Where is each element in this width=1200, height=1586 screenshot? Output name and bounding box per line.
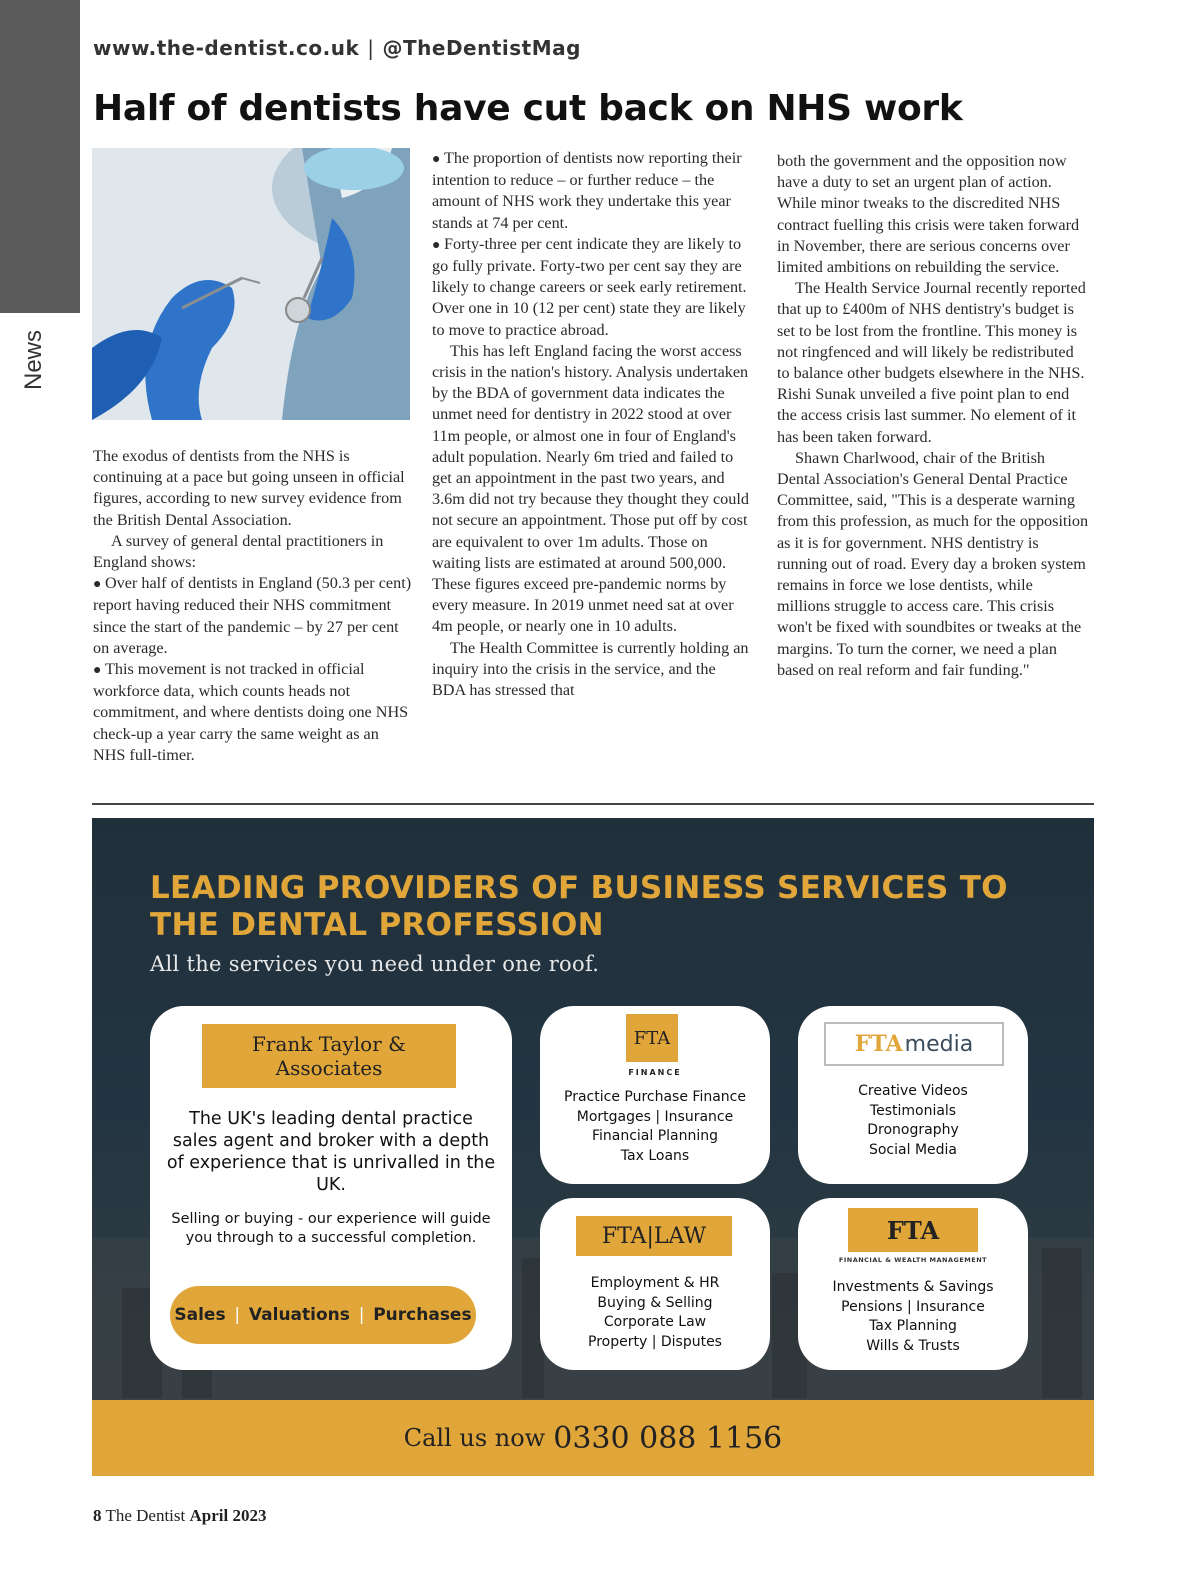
wealth-logo-caption: FINANCIAL & WEALTH MANAGEMENT: [838, 1256, 988, 1264]
dentist-hands-photo: [92, 148, 410, 420]
header-separator: |: [367, 36, 375, 60]
phone-number[interactable]: 0330 088 1156: [553, 1420, 783, 1456]
list-item: Property | Disputes: [588, 1333, 722, 1350]
fta-law-logo: FTA|LAW: [576, 1216, 732, 1256]
publication-name: The Dentist: [105, 1506, 186, 1525]
page-header: [93, 36, 581, 60]
paragraph: The exodus of dentists from the NHS is continuing at a pace but going unseen in official figures, according to new survey evidence from the British Dental Association.: [93, 447, 405, 529]
list-item: Corporate Law: [603, 1314, 707, 1330]
law-services-list: [540, 1274, 770, 1352]
list-item: Tax Loans: [620, 1147, 690, 1164]
list-item: Buying & Selling: [597, 1294, 713, 1311]
sales-button[interactable]: Sales: [174, 1305, 226, 1325]
list-item: Tax Planning: [869, 1318, 957, 1334]
pill-divider: |: [358, 1305, 365, 1325]
media-services-list: [798, 1082, 1028, 1160]
section-label: News: [20, 329, 47, 390]
purchases-button[interactable]: Purchases: [373, 1305, 472, 1325]
list-item: Investments & Savings: [832, 1279, 994, 1295]
social-handle[interactable]: @TheDentistMag: [382, 36, 581, 60]
fta-advertisement[interactable]: [92, 818, 1094, 1476]
call-to-action-bar[interactable]: [92, 1400, 1094, 1476]
list-item: Dronography: [867, 1122, 959, 1138]
list-item: Wills & Trusts: [866, 1337, 960, 1354]
main-card-description: The UK's leading dental practice sales agent and broker with a depth of experience that is unrivalled in the UK.: [166, 1109, 496, 1195]
page-number: 8: [93, 1506, 102, 1525]
bullet-point: ● Forty-three per cent indicate they are likely to go fully private. Forty-two per cent say they are likely to change careers or seek early retirement. Over one in 10 (12 per cent) state they are likely to move to practice abroad.: [432, 234, 752, 341]
article-column-2: [432, 148, 752, 701]
list-item: Creative Videos: [858, 1083, 968, 1099]
fta-law-card[interactable]: [540, 1198, 770, 1370]
list-item: Practice Purchase Finance: [564, 1089, 746, 1105]
main-card-subdescription: Selling or buying - our experience will guide you through to a successful completion.: [171, 1211, 491, 1246]
pill-divider: |: [234, 1305, 241, 1325]
list-item: Social Media: [868, 1141, 957, 1158]
list-item: Employment & HR: [590, 1275, 720, 1291]
section-divider: [92, 803, 1094, 805]
fta-wealth-card[interactable]: [798, 1198, 1028, 1370]
services-pill: [170, 1286, 476, 1344]
fta-finance-logo: FTA: [626, 1014, 678, 1062]
fta-media-card[interactable]: [798, 1006, 1028, 1184]
ad-title: LEADING PROVIDERS OF BUSINESS SERVICES TO THE DENTAL PROFESSION: [150, 870, 1008, 943]
article-headline: Half of dentists have cut back on NHS work: [93, 88, 963, 129]
list-item: Testimonials: [869, 1102, 957, 1119]
paragraph: The Health Service Journal recently reported that up to £400m of NHS dentistry's budget is set to be lost from the frontline. This money is not ringfenced and will likely be redistributed to balance other budgets elsewhere in the NHS. Rishi Sunak unveiled a five point plan to end the access crisis last summer. No element of it has been taken forward.: [777, 279, 1086, 446]
bullet-point: ● Over half of dentists in England (50.3 per cent) report having reduced their NHS commitment since the start of the pandemic – by 27 per cent on average.: [93, 573, 413, 659]
article-column-1: [93, 446, 413, 766]
paragraph: This has left England facing the worst access crisis in the nation's history. Analysis undertaken by the BDA of government data indicates the unmet need for dentistry in 2022 stood at over 11m people, or almost one in four of England's adult population. Nearly 6m tried and failed to get an appointment in the past two years, and 3.6m did not try because they thought they could not secure an appointment. Those put off by cost are equivalent to over 1m adults. Those on waiting lists are estimated at around 500,000. These figures exceed pre-pandemic norms by every measure. In 2019 unmet need sat at over 4m people, or nearly one in 10 adults.: [432, 341, 749, 636]
logo-part-fta: FTA: [854, 1031, 903, 1057]
finance-logo-caption: FINANCE: [628, 1068, 682, 1077]
wealth-services-list: [798, 1278, 1028, 1356]
bullet-point: ● The proportion of dentists now reporting their intention to reduce – or further reduce – the amount of NHS work they undertake this year stands at 74 per cent.: [432, 148, 752, 234]
valuations-button[interactable]: Valuations: [248, 1305, 350, 1325]
frank-taylor-card[interactable]: [150, 1006, 512, 1370]
issue-date: April 2023: [189, 1506, 267, 1525]
list-item: Mortgages | Insurance: [576, 1108, 734, 1125]
paragraph: Shawn Charlwood, chair of the British Dental Association's General Dental Practice Committee, said, "This is a desperate warning from this profession, as much for the opposition as it is for government. NHS dentistry is running out of road. Every day a broken system remains in force we lose dentists, while millions struggle to access care. This crisis won't be fixed with soundbites or tweaks at the margins. To turn the corner, we need a plan based on real reform and fair funding.": [777, 448, 1089, 679]
list-item: Pensions | Insurance: [841, 1298, 985, 1315]
section-tab: [0, 0, 80, 313]
logo-part-media: media: [904, 1031, 974, 1057]
paragraph: both the government and the opposition now have a duty to set an urgent plan of action. While minor tweaks to the discredited NHS contract fuelling this crisis were taken forward in November, there are serious concerns over limited ambitions on rebuilding the service.: [777, 152, 1080, 277]
fta-finance-card[interactable]: [540, 1006, 770, 1184]
paragraph: The Health Committee is currently holding an inquiry into the crisis in the service, and the BDA has stressed that: [432, 638, 749, 700]
ad-subtitle: All the services you need under one roof.: [150, 952, 600, 976]
fta-wealth-logo: FTA: [848, 1208, 978, 1252]
website-url[interactable]: www.the-dentist.co.uk: [93, 36, 360, 60]
fta-media-logo: [824, 1022, 1004, 1066]
list-item: Financial Planning: [591, 1128, 719, 1144]
bullet-point: ● This movement is not tracked in official workforce data, which counts heads not commitment, and where dentists doing one NHS check-up a year carry the same weight as an NHS full-timer.: [93, 659, 413, 766]
frank-taylor-logo: Frank Taylor & Associates: [202, 1024, 456, 1088]
call-text: Call us now: [403, 1424, 546, 1452]
article-column-3: [777, 151, 1089, 681]
page-footer: [93, 1506, 266, 1526]
paragraph: A survey of general dental practitioners in England shows:: [93, 531, 384, 572]
finance-services-list: [540, 1088, 770, 1166]
dentist-hands-with-mirror-and-probe-photo: [92, 148, 410, 420]
